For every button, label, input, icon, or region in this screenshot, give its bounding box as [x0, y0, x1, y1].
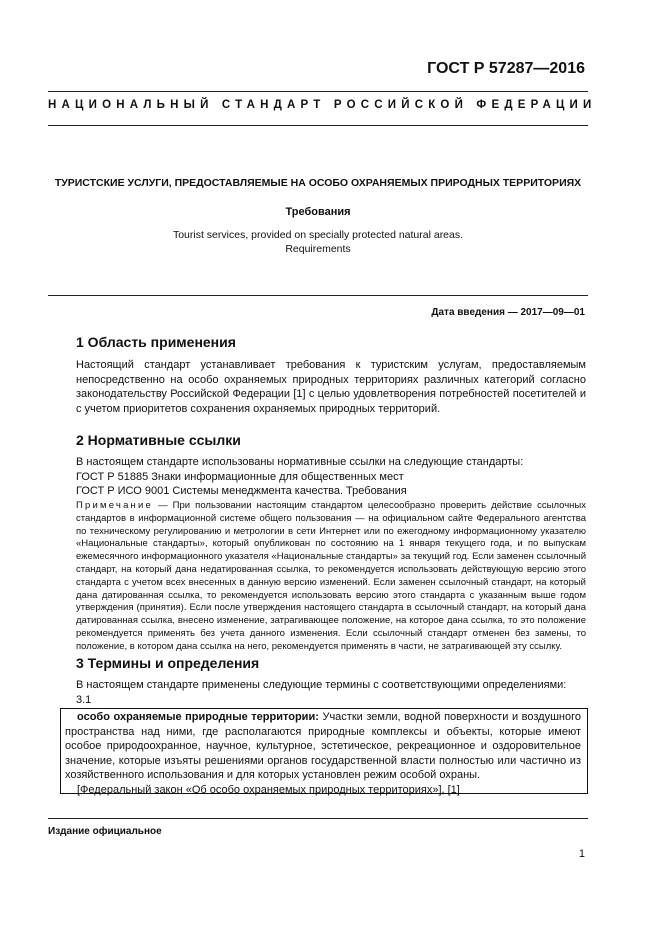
document-title: ТУРИСТСКИЕ УСЛУГИ, ПРЕДОСТАВЛЯЕМЫЕ НА ОСОБО ОХРАНЯЕМЫХ ПРИРОДНЫХ ТЕРРИТОРИЯХ	[54, 177, 582, 189]
english-title-line-2: Requirements	[285, 243, 351, 255]
section-2-intro: В настоящем стандарте использованы нормативные ссылки на следующие стандарты:	[76, 456, 524, 468]
introduction-date: Дата введения — 2017—09—01	[431, 307, 585, 318]
reference-1: ГОСТ Р 51885 Знаки информационные для общественных мест	[76, 470, 404, 483]
term-number: 3.1	[76, 693, 92, 706]
section-2-heading: 2 Нормативные ссылки	[76, 432, 241, 448]
english-title-line-1: Tourist services, provided on specially protected natural areas.	[172, 229, 464, 241]
section-3-intro: В настоящем стандарте применены следующие термины с соответствующими определениями:	[76, 679, 567, 691]
document-subtitle: Требования	[285, 206, 351, 218]
section-1-body	[76, 358, 586, 417]
section-3-body	[76, 678, 586, 707]
definition-text: Участки земли, водной поверхности и воздушного пространства над ними, где располагаются природные комплексы и объекты, которые имеют особое природоохранное, научное, культурное, эстетическое, рекреационное и оздоровительное значение, которые изъяты решениями органов государственной власти полностью или частично из хозяйственного использования и для которых установлен режим особой охраны.	[65, 711, 581, 781]
definition-source: [Федеральный закон «Об особо охраняемых природных территориях»], [1]	[77, 783, 460, 796]
section-3-heading: 3 Термины и определения	[76, 655, 260, 671]
reference-2: ГОСТ Р ИСО 9001 Системы менеджмента качества. Требования	[76, 485, 407, 498]
header-rule-top	[48, 91, 588, 92]
definition-content	[65, 710, 581, 797]
title-rule	[48, 295, 588, 296]
definition-paragraph	[65, 710, 581, 783]
official-edition-label: Издание официальное	[48, 826, 162, 837]
section-1-heading: 1 Область применения	[76, 334, 236, 350]
note-text: — При пользовании настоящим стандартом целесообразно проверить действие ссылочных стандартов в информационной системе общего пользования — на официальном сайте Федерального агентства по техническому регулированию и метрологии в сети Интернет или по ежегодному информационному указателю «Национальные стандарты», который опубликован по состоянию на 1 января текущего года, и по выпускам ежемесячного информационного указателя «Национальные стандарты» за текущий год. Если заменен ссылочный стандарт, на который дана недатированная ссылка, то рекомендуется использовать действующую версию этого стандарта с учетом всех внесенных в данную версию изменений. Если заменен ссылочный стандарт, на который дана датированная ссылка, то рекомендуется использовать версию этого стандарта с указанным выше годом утверждения (принятия). Если после утверждения настоящего стандарта в ссылочный стандарт, на который дана датированная ссылка, внесено изменение, затрагивающее положение, на которое дана ссылка, то это положение рекомендуется применять без учета данного изменения. Если ссылочный стандарт отменен без замены, то положение, в котором дана ссылка на него, рекомендуется применять в части, не затрагивающей эту ссылку.	[76, 500, 586, 652]
document-code: ГОСТ Р 57287—2016	[427, 60, 585, 77]
page-number: 1	[578, 848, 585, 860]
note-label: Примечание	[76, 500, 153, 511]
english-title	[48, 228, 588, 256]
national-standard-banner: НАЦИОНАЛЬНЫЙ СТАНДАРТ РОССИЙСКОЙ ФЕДЕРАЦИИ	[48, 99, 597, 111]
defined-term: особо охраняемые природные территории:	[77, 711, 319, 723]
section-2-note	[76, 500, 586, 654]
section-2-body	[76, 455, 586, 499]
section-1-text: Настоящий стандарт устанавливает требования к туристским услугам, предоставляемым непосредственно на особо охраняемых природных территориях различных категорий согласно законодательству Российской Федерации [1] с целью удовлетворения потребностей посетителей и с учетом приоритетов сохранения охраняемых природных территорий.	[76, 359, 586, 416]
header-rule-bottom	[48, 125, 588, 126]
footer-rule	[48, 818, 588, 819]
